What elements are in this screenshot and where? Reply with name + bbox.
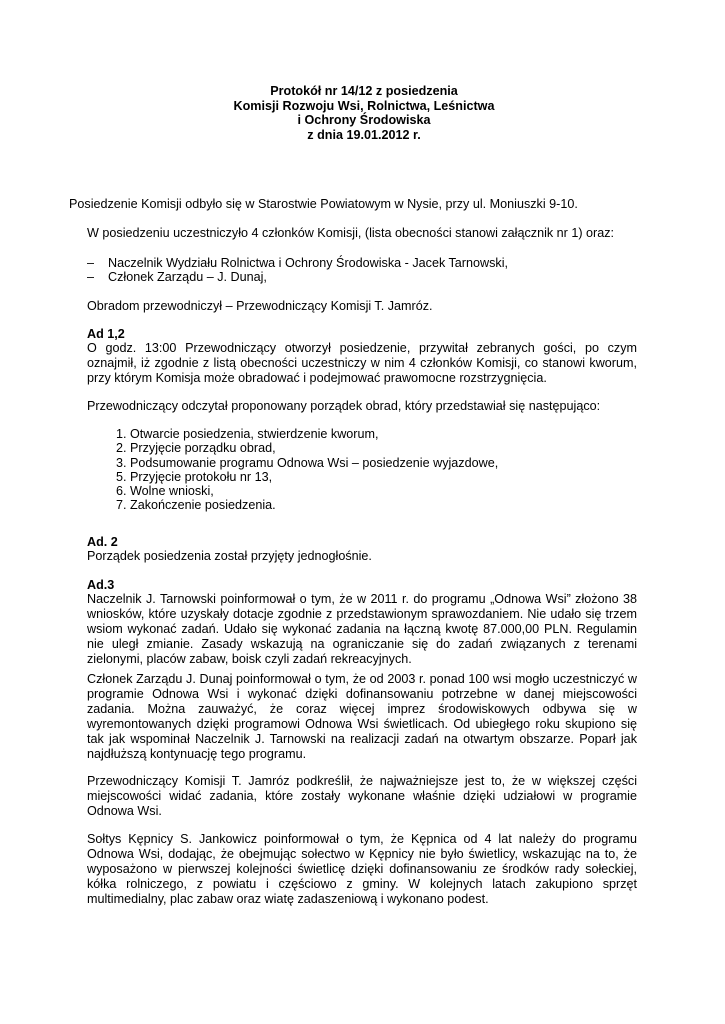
attendance-text: W posiedzeniu uczestniczyło 4 członków Komisji, (lista obecności stanowi załącznik nr 1) oraz: (87, 226, 615, 240)
guest-item (87, 270, 637, 285)
title-line-2: Komisji Rozwoju Wsi, Rolnictwa, Leśnictwa (233, 98, 495, 113)
agenda-item: 6. Wolne wnioski, (116, 484, 214, 499)
meeting-location: Posiedzenie Komisji odbyło się w Starostwie Powiatowym w Nysie, przy ul. Moniuszki 9-10. (69, 197, 578, 211)
guest-item (87, 256, 637, 271)
section-heading-ad12: Ad 1,2 (87, 327, 125, 341)
agenda-item: 2. Przyjęcie porządku obrad, (116, 441, 276, 456)
ad12-paragraph: O godz. 13:00 Przewodniczący otworzył posiedzenie, przywitał zebranych gości, po czym oznajmił, iż zgodnie z listą obecności uczestniczy w nim 4 członków Komisji, co stanowi kworum, przy którym Komisja może obradować i podejmować prawomocne rozstrzygnięcia. (87, 341, 637, 385)
agenda-intro: Przewodniczący odczytał proponowany porządek obrad, który przedstawiał się następująco: (87, 399, 601, 413)
agenda-item: 5. Przyjęcie protokołu nr 13, (116, 469, 273, 484)
ad3-paragraph-2: Członek Zarządu J. Dunaj poinformował o tym, że od 2003 r. ponad 100 wsi mogło uczestniczyć w programie Odnowa Wsi i wykonać dzięki dofinansowaniu potrzebne w danej miejscowości zadania. Można zauważyć, że coraz więcej imprez środowiskowych odbywa się w wyremontowanych dzięki programowi Odnowa Wsi świetlicach. Od ubiegłego roku skupiono się tak jak wspominał Naczelnik J. Tarnowski na realizacji zadań na otwartym obszarze. Poparł jak najdłuższą kontynuację tego programu. (87, 672, 637, 761)
dash-bullet: – (87, 256, 95, 270)
agenda-item: 3. Podsumowanie programu Odnowa Wsi – posiedzenie wyjazdowe, (116, 455, 499, 470)
agenda-item: 7. Zakończenie posiedzenia. (116, 498, 276, 513)
ad3-paragraph-4: Sołtys Kępnicy S. Jankowicz poinformował o tym, że Kępnica od 4 lat należy do programu Odnowa Wsi, dodając, że obejmując sołectwo w Kępnicy nie było świetlicy, wskazując na to, że wyposażono w pierwszej kolejności świetlicę dzięki dofinansowaniu ze środków rady sołeckiej, kółka rolniczego, z powiatu i częściowo z gminy. W kolejnych latach zakupiono sprzęt multimedialny, plac zabaw oraz wiatę zadaszeniową i wykonano podest. (87, 832, 637, 906)
guest-text: Naczelnik Wydziału Rolnictwa i Ochrony Środowiska - Jacek Tarnowski, (108, 256, 508, 270)
chair-text: Obradom przewodniczył – Przewodniczący Komisji T. Jamróz. (87, 299, 433, 313)
title-line-3: i Ochrony Środowiska (297, 113, 431, 128)
document-title (34, 84, 694, 142)
ad2-paragraph: Porządek posiedzenia został przyjęty jednogłośnie. (87, 549, 372, 563)
section-heading-ad2: Ad. 2 (87, 535, 118, 549)
title-line-1: Protokół nr 14/12 z posiedzenia (270, 84, 458, 98)
agenda-list (116, 427, 616, 513)
dash-bullet: – (87, 270, 95, 284)
ad3-paragraph-3: Przewodniczący Komisji T. Jamróz podkreślił, że najważniejsze jest to, że w większej części miejscowości widać zadania, które zostały wykonane właśnie dzięki udziałowi w programie Odnowa Wsi. (87, 774, 637, 818)
agenda-item: 1. Otwarcie posiedzenia, stwierdzenie kworum, (116, 427, 379, 441)
ad3-paragraph-1: Naczelnik J. Tarnowski poinformował o tym, że w 2011 r. do programu „Odnowa Wsi” złożono 38 wniosków, które uzyskały dotacje zgodnie z przedstawionym sprawozdaniem. Nie udało się trzem wsiom wykonać zadań. Udało się wykonać zadania na łączną kwotę 87.000,00 PLN. Regulamin nie uległ zmianie. Zasady wskazują na ograniczanie się do zadań związanych z terenami zielonymi, placów zabaw, boisk czyli zadań rekreacyjnych. (87, 592, 637, 666)
guest-text: Członek Zarządu – J. Dunaj, (108, 270, 267, 284)
title-line-4: z dnia 19.01.2012 r. (307, 127, 421, 142)
section-heading-ad3: Ad.3 (87, 578, 115, 592)
